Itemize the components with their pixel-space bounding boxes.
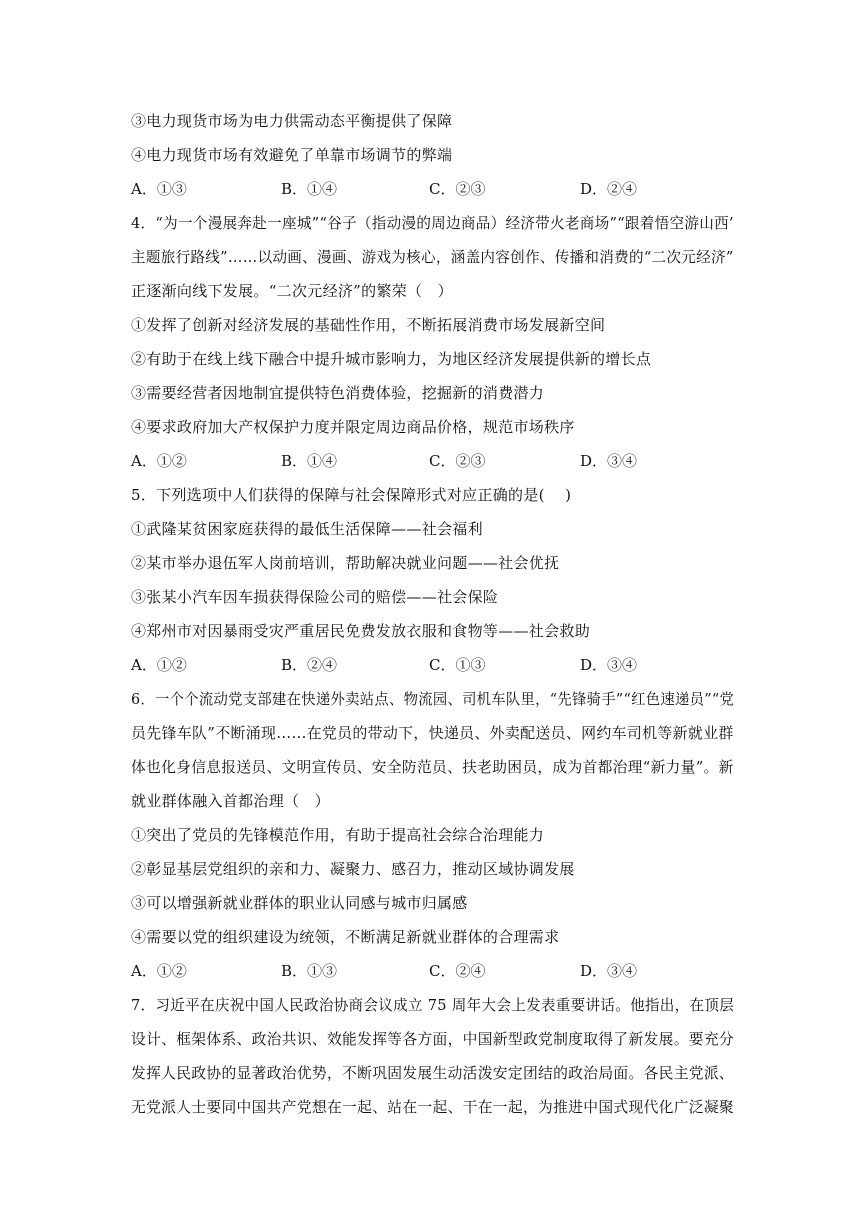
q3-item-4: ④电力现货市场有效避免了单靠市场调节的弊端: [131, 146, 453, 164]
q4-stem-line-2: 主题旅行路线”……以动画、漫画、游戏为核心，涵盖内容创作、传播和消费的“二次元经济”: [131, 248, 734, 266]
q4-item-1: ①发挥了创新对经济发展的基础性作用，不断拓展消费市场发展新空间: [131, 316, 606, 334]
q6-item-1: ①突出了党员的先锋模范作用，有助于提高社会综合治理能力: [131, 826, 545, 844]
q6-option-a: A．①②: [131, 962, 187, 980]
q6-option-b: B．①③: [281, 962, 338, 980]
q6-option-d: D．③④: [580, 962, 638, 980]
q5-item-3: ③张某小汽车因车损获得保险公司的赔偿——社会保险: [131, 588, 499, 606]
q3-option-b: B．①④: [281, 180, 338, 198]
q5-item-2: ②某市举办退伍军人岗前培训，帮助解决就业问题——社会优抚: [131, 554, 560, 572]
q3-options: [131, 179, 731, 199]
q3-option-d: D．②④: [580, 180, 638, 198]
q4-option-b: B．①④: [281, 452, 338, 470]
q5-option-b: B．②④: [281, 656, 338, 674]
q7-stem-line-1: 7．习近平在庆祝中国人民政治协商会议成立 75 周年大会上发表重要讲话。他指出，在顶层: [131, 996, 735, 1014]
q4-option-c: C．②③: [429, 452, 486, 470]
q7-stem-line-3: 发挥人民政协的显著政治优势，不断巩固发展生动活泼安定团结的政治局面。各民主党派、: [131, 1064, 735, 1082]
q5-stem-line-1: 5．下列选项中人们获得的保障与社会保障形式对应正确的是( ): [131, 486, 572, 504]
q4-stem-line-3: 正逐渐向线下发展。“二次元经济”的繁荣（ ）: [131, 282, 453, 300]
q4-option-a: A．①②: [131, 452, 187, 470]
q4-stem-line-1: 4．“为一个漫展奔赴一座城”“谷子（指动漫的周边商品）经济带火老商场”“跟着悟空游山西’: [131, 214, 734, 232]
q3-option-a: A．①③: [131, 180, 187, 198]
q6-stem-line-2: 员先锋车队”不断涌现……在党员的带动下，快递员、外卖配送员、网约车司机等新就业群: [131, 724, 734, 742]
q5-option-c: C．①③: [429, 656, 486, 674]
q5-option-a: A．①②: [131, 656, 187, 674]
q3-item-3: ③电力现货市场为电力供需动态平衡提供了保障: [131, 112, 453, 130]
q6-item-3: ③可以增强新就业群体的职业认同感与城市归属感: [131, 894, 468, 912]
q6-item-4: ④需要以党的组织建设为统领，不断满足新就业群体的合理需求: [131, 928, 560, 946]
q4-option-d: D．③④: [580, 452, 638, 470]
q7-stem-line-4: 无党派人士要同中国共产党想在一起、站在一起、干在一起，为推进中国式现代化广泛凝聚: [131, 1098, 735, 1116]
q4-options: [131, 451, 731, 471]
q6-stem-line-1: 6．一个个流动党支部建在快递外卖站点、物流园、司机车队里，“先锋骑手”“红色速递员”“党: [131, 690, 735, 708]
q4-item-4: ④要求政府加大产权保护力度并限定周边商品价格，规范市场秩序: [131, 418, 575, 436]
q5-option-d: D．③④: [580, 656, 638, 674]
q5-item-1: ①武隆某贫困家庭获得的最低生活保障——社会福利: [131, 520, 483, 538]
q6-option-c: C．②④: [429, 962, 486, 980]
q5-options: [131, 655, 731, 675]
q6-stem-line-3: 体也化身信息报送员、文明宣传员、安全防范员、扶老助困员，成为首都治理“新力量”。新: [131, 758, 734, 776]
q6-options: [131, 961, 731, 981]
q3-option-c: C．②③: [429, 180, 486, 198]
q4-item-2: ②有助于在线上线下融合中提升城市影响力，为地区经济发展提供新的增长点: [131, 350, 652, 368]
q6-item-2: ②彰显基层党组织的亲和力、凝聚力、感召力，推动区域协调发展: [131, 860, 575, 878]
q7-stem-line-2: 设计、框架体系、政治共识、效能发挥等各方面，中国新型政党制度取得了新发展。要充分: [131, 1030, 735, 1048]
q5-item-4: ④郑州市对因暴雨受灾严重居民免费发放衣服和食物等——社会救助: [131, 622, 591, 640]
q4-item-3: ③需要经营者因地制宜提供特色消费体验，挖掘新的消费潜力: [131, 384, 545, 402]
q6-stem-line-4: 就业群体融入首都治理（ ）: [131, 792, 330, 810]
